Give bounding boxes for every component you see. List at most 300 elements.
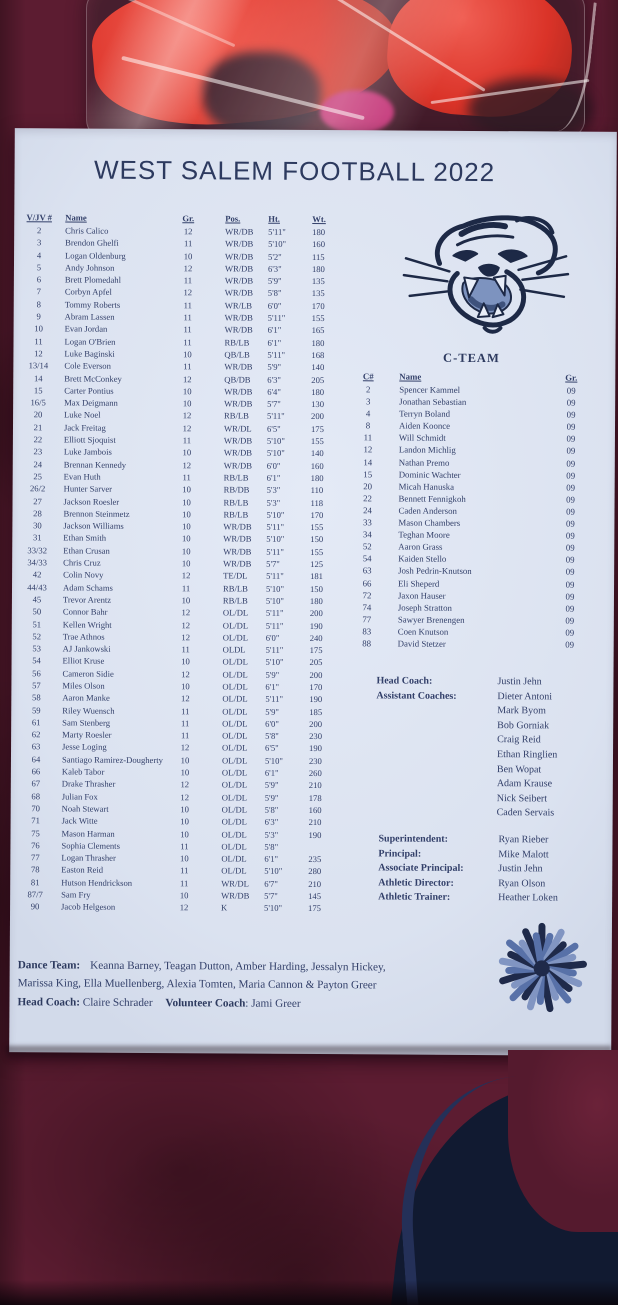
player-grade: 09 <box>565 554 575 565</box>
player-grade: 11 <box>183 361 192 372</box>
player-weight: 170 <box>310 509 324 520</box>
player-grade: 10 <box>182 447 192 458</box>
player-height: 5'8" <box>267 288 282 299</box>
player-number: 14 <box>33 372 43 383</box>
player-name: Jesse Loging <box>62 741 107 753</box>
player-number: 33/32 <box>27 544 48 556</box>
player-weight: 230 <box>309 731 323 742</box>
player-grade: 10 <box>183 349 192 360</box>
player-number: 87/7 <box>27 889 43 900</box>
c-team-title: C-TEAM <box>443 350 500 366</box>
player-height: 5'3" <box>266 484 281 496</box>
player-grade: 12 <box>182 459 192 470</box>
player-name: Santiago Ramirez-Dougherty <box>61 754 163 765</box>
player-name: Joseph Stratton <box>397 602 452 613</box>
player-position: WR/DB <box>223 546 252 557</box>
player-position: K <box>221 902 228 913</box>
player-name: Riley Wuensch <box>62 705 115 716</box>
player-number: 34/33 <box>27 557 47 568</box>
staff-label: Head Coach: <box>376 675 433 687</box>
player-number: 66 <box>31 766 41 777</box>
player-position: OL/DL <box>222 718 248 729</box>
player-grade: 12 <box>180 791 190 802</box>
player-position: RB/LB <box>224 337 250 348</box>
player-grade: 09 <box>566 482 576 493</box>
player-grade: 11 <box>180 730 190 741</box>
dance-volunteer-coach-label: Volunteer Coach <box>165 996 246 1010</box>
player-name: David Stetzer <box>397 638 446 649</box>
player-name: Brett McConkey <box>64 373 122 384</box>
player-grade: 10 <box>182 398 192 409</box>
administration-section <box>378 832 618 906</box>
player-name: Aiden Koonce <box>398 420 451 432</box>
player-name: Kellen Wright <box>62 618 112 630</box>
player-weight: 175 <box>309 645 323 656</box>
player-weight: 180 <box>309 595 323 606</box>
player-grade: 10 <box>181 595 191 606</box>
player-position: WR/DB <box>224 263 254 274</box>
player-height: 6'1" <box>264 767 279 778</box>
player-height: 5'8" <box>264 804 279 815</box>
player-number: 2 <box>366 384 371 395</box>
player-height: 6'1" <box>266 472 281 483</box>
tiger-logo-icon <box>402 211 571 348</box>
player-weight: 180 <box>312 226 326 238</box>
player-name: Sawyer Brenengen <box>397 614 465 625</box>
player-number: 3 <box>36 237 42 248</box>
player-height: 5'3" <box>264 829 279 840</box>
player-position: OL/DL <box>222 681 248 692</box>
player-grade: 09 <box>565 566 575 578</box>
player-name: Will Schmidt <box>398 432 446 444</box>
player-weight: 170 <box>309 681 323 693</box>
player-name: Colin Novy <box>63 569 104 581</box>
player-number: 58 <box>32 692 41 703</box>
player-grade: 12 <box>181 631 191 643</box>
bottom-shadow <box>0 1280 618 1305</box>
player-height: 6'1" <box>265 681 280 692</box>
dance-head-coach-label: Head Coach: <box>17 996 80 1009</box>
player-height: 6'3" <box>267 374 281 385</box>
player-weight: 200 <box>309 608 323 619</box>
player-position: OL/DL <box>221 792 248 803</box>
player-height: 5'11" <box>267 312 286 323</box>
player-number: 72 <box>362 589 372 600</box>
col-header-number: V/JV # <box>26 212 53 223</box>
player-grade: 11 <box>180 865 189 876</box>
player-name: Drake Thrasher <box>61 778 116 790</box>
player-name: Aaron Manke <box>62 692 110 704</box>
player-position: OL/DL <box>221 767 248 778</box>
player-position: WR/DB <box>224 386 253 397</box>
player-height: 5'10" <box>264 866 283 877</box>
player-name: Andy Johnson <box>64 262 115 273</box>
player-weight: 135 <box>311 276 325 287</box>
player-number: 21 <box>33 422 43 433</box>
player-height: 6'3" <box>264 816 279 828</box>
player-weight: 180 <box>310 472 324 483</box>
player-name: Marty Roesler <box>62 729 112 740</box>
player-height: 5'10" <box>266 509 285 520</box>
player-grade: 10 <box>182 521 191 532</box>
admin-row <box>378 890 618 906</box>
player-grade: 12 <box>181 607 191 618</box>
player-grade: 11 <box>183 336 192 347</box>
player-name: Ethan Smith <box>63 532 107 544</box>
player-name: Jackson Roesler <box>63 496 120 507</box>
player-grade: 09 <box>565 591 575 602</box>
player-weight: 160 <box>310 460 324 471</box>
player-height: 5'10" <box>265 657 284 668</box>
player-weight: 230 <box>308 755 322 766</box>
player-height: 5'10" <box>266 534 285 545</box>
player-name: Dominic Wachter <box>398 469 461 480</box>
player-grade: 12 <box>181 668 190 679</box>
player-name: Coen Knutson <box>397 626 449 637</box>
player-name: Chris Calico <box>65 225 109 236</box>
player-name: Kaleb Tabor <box>61 766 105 777</box>
player-weight: 145 <box>308 891 322 902</box>
player-weight: 200 <box>311 411 324 422</box>
player-name: Caden Anderson <box>398 505 457 516</box>
player-grade: 10 <box>182 509 191 520</box>
player-number: 22 <box>363 493 372 504</box>
player-name: Jack Witte <box>61 815 98 826</box>
player-grade: 10 <box>182 496 191 507</box>
player-position: OL/DL <box>221 755 248 766</box>
player-grade: 11 <box>181 718 190 729</box>
player-height: 5'10" <box>264 755 283 766</box>
col-header-grade: Gr. <box>182 213 195 224</box>
admin-name: Mike Malott <box>498 848 549 860</box>
player-height: 5'10" <box>266 435 285 446</box>
player-name: Max Deigmann <box>64 397 118 408</box>
player-name: Mason Chambers <box>398 517 461 528</box>
player-weight: 168 <box>311 349 325 361</box>
player-number: 10 <box>34 323 43 334</box>
roster-sheet <box>9 128 617 1056</box>
player-height: 5'10" <box>268 239 287 250</box>
col-header-name: Name <box>399 371 422 382</box>
player-name: Logan O'Brien <box>64 336 116 347</box>
player-number: 33 <box>362 517 372 528</box>
player-height: 6'4" <box>267 386 281 397</box>
player-name: Brennon Steinmetz <box>63 508 130 519</box>
player-height: 6'5" <box>266 423 281 434</box>
player-number: 70 <box>31 803 41 814</box>
player-position: OL/DL <box>221 779 248 790</box>
player-grade: 10 <box>182 484 191 495</box>
dance-head-coach: Claire Schrader <box>82 996 153 1009</box>
pom-pom-graphic <box>484 921 601 1020</box>
player-height: 5'10" <box>265 583 285 594</box>
col-header-grade: Gr. <box>565 372 578 383</box>
player-number: 57 <box>32 680 41 691</box>
player-position: WR/DB <box>224 398 253 409</box>
player-weight: 155 <box>310 546 324 557</box>
player-weight: 240 <box>309 632 323 643</box>
player-position: OLDL <box>222 644 246 655</box>
admin-row <box>378 847 618 863</box>
player-grade: 09 <box>565 615 575 626</box>
player-weight: 135 <box>311 288 325 299</box>
player-name: Jonathan Sebastian <box>399 396 467 408</box>
player-position: OL/DL <box>222 742 248 754</box>
player-position: WR/DL <box>223 423 252 434</box>
player-grade: 12 <box>182 373 192 384</box>
player-height: 5'11" <box>266 546 284 557</box>
player-position: OL/DL <box>222 632 249 643</box>
player-number: 2 <box>37 225 42 236</box>
player-grade: 11 <box>180 841 189 852</box>
player-number: 3 <box>365 396 371 407</box>
player-position: TE/DL <box>223 570 248 581</box>
player-height: 6'1" <box>267 325 282 336</box>
player-name: Micah Hanuska <box>398 481 455 492</box>
player-name: Brett Plomedahl <box>64 274 122 286</box>
player-name: Luke Noel <box>64 409 101 421</box>
player-position: WR/DB <box>224 324 253 336</box>
player-name: Noah Stewart <box>61 803 109 814</box>
player-height: 5'10" <box>265 595 284 606</box>
player-number: 34 <box>362 529 372 540</box>
player-name: Elliot Kruse <box>62 655 105 667</box>
player-height: 6'3" <box>267 263 282 274</box>
player-weight: 205 <box>311 374 325 385</box>
staff-name: Adam Krause <box>496 778 553 790</box>
player-number: 74 <box>362 601 372 613</box>
player-grade: 12 <box>183 287 193 298</box>
player-height: 5'11" <box>265 644 284 655</box>
player-grade: 11 <box>183 324 192 335</box>
player-grade: 11 <box>183 275 193 286</box>
player-weight: 175 <box>308 903 321 914</box>
player-number: 30 <box>33 520 42 531</box>
player-name: AJ Jankowski <box>62 643 111 654</box>
admin-name: Ryan Rieber <box>498 834 549 846</box>
player-position: OL/DL <box>222 706 248 717</box>
player-grade: 10 <box>179 890 189 901</box>
player-number: 59 <box>31 704 41 715</box>
player-weight: 200 <box>309 669 323 680</box>
player-position: RB/LB <box>223 496 249 508</box>
player-number: 52 <box>32 631 42 642</box>
player-number: 16/5 <box>30 397 46 408</box>
player-name: Nathan Premo <box>398 457 450 468</box>
player-name: Connor Bahr <box>62 606 108 617</box>
player-grade: 11 <box>181 705 190 716</box>
player-name: Adam Schams <box>62 582 113 593</box>
player-grade: 09 <box>565 579 575 590</box>
player-height: 5'11" <box>268 226 286 237</box>
col-header-c-number: C# <box>362 371 374 382</box>
player-grade: 10 <box>180 767 190 778</box>
player-grade: 09 <box>566 470 576 481</box>
player-name: Aaron Grass <box>398 541 443 553</box>
player-position: WR/DB <box>223 447 253 458</box>
player-number: 24 <box>33 458 43 469</box>
player-name: Eli Sheperd <box>398 578 440 589</box>
col-header-position: Pos. <box>225 213 241 224</box>
player-number: 75 <box>31 827 40 838</box>
player-weight: 190 <box>309 743 322 754</box>
player-number: 53 <box>32 643 41 654</box>
player-height: 6'5" <box>265 743 279 754</box>
player-weight: 140 <box>310 448 324 459</box>
player-number: 77 <box>31 852 40 863</box>
player-number: 27 <box>33 495 42 506</box>
player-grade: 09 <box>565 518 575 529</box>
player-height: 5'11" <box>265 693 284 705</box>
player-weight: 190 <box>308 829 322 840</box>
player-number: 4 <box>365 408 371 419</box>
player-number: 42 <box>32 569 42 580</box>
player-weight: 190 <box>309 694 323 705</box>
player-name: Julian Fox <box>61 791 98 802</box>
player-number: 88 <box>362 638 372 649</box>
player-name: Jack Freitag <box>63 422 106 433</box>
staff-name: Mark Byom <box>497 705 546 717</box>
player-number: 8 <box>36 299 41 310</box>
player-grade: 09 <box>566 494 575 505</box>
player-weight: 180 <box>311 386 325 397</box>
player-grade: 09 <box>565 542 575 553</box>
player-grade: 09 <box>565 627 575 638</box>
player-name: Corbyn Apfel <box>64 286 112 298</box>
player-name: Bennett Fennigkoh <box>398 493 466 504</box>
player-weight: 160 <box>308 804 322 816</box>
player-name: Cole Everson <box>64 360 111 372</box>
player-position: RB/LB <box>222 583 248 594</box>
player-position: WR/DB <box>223 521 252 532</box>
player-height: 5'2" <box>268 251 282 262</box>
player-height: 5'11" <box>267 349 286 360</box>
player-position: WR/DB <box>224 287 254 299</box>
player-number: 63 <box>31 741 41 752</box>
player-number: 31 <box>32 532 42 543</box>
player-number: 90 <box>30 901 40 912</box>
admin-name: Justin Jehn <box>498 863 543 875</box>
player-height: 5'10" <box>264 903 283 914</box>
player-position: WR/DL <box>221 878 249 889</box>
player-number: 64 <box>31 754 41 765</box>
admin-label: Principal: <box>378 847 422 860</box>
player-number: 5 <box>36 262 42 273</box>
player-height: 5'11" <box>267 411 285 422</box>
player-name: Sam Fry <box>61 889 91 900</box>
staff-name: Ethan Ringlien <box>496 749 558 761</box>
player-grade: 09 <box>566 421 576 432</box>
player-position: OL/DL <box>221 804 248 815</box>
player-position: WR/DB <box>225 251 254 262</box>
dance-team-label: Dance Team: <box>17 959 81 972</box>
player-name: Landon Michlig <box>398 444 456 456</box>
player-weight: 150 <box>309 583 323 594</box>
player-name: Kaiden Stello <box>398 553 447 565</box>
player-weight: 210 <box>308 817 322 828</box>
player-position: RB/LB <box>223 509 249 520</box>
player-name: Josh Pedrin-Knutson <box>398 565 472 577</box>
player-number: 8 <box>365 420 371 431</box>
player-number: 6 <box>36 274 42 285</box>
player-weight: 140 <box>311 362 325 373</box>
player-height: 5'9" <box>265 706 279 717</box>
player-grade: 09 <box>566 433 576 444</box>
player-number: 77 <box>362 614 372 625</box>
player-position: OL/DL <box>221 853 247 864</box>
player-position: WR/DB <box>224 312 253 323</box>
player-grade: 10 <box>180 853 189 864</box>
player-position: WR/DB <box>225 238 254 249</box>
player-weight: 180 <box>311 263 325 274</box>
player-height: 5'8" <box>264 841 279 852</box>
player-number: 63 <box>362 565 372 576</box>
player-position: WR/DB <box>223 533 252 545</box>
player-name: Cameron Sidie <box>62 668 114 679</box>
player-height: 5'7" <box>266 558 280 569</box>
player-height: 5'11" <box>266 571 284 582</box>
player-name: Trevor Arentz <box>62 594 112 605</box>
player-name: Elliott Sjoquist <box>63 434 116 445</box>
player-name: Evan Jordan <box>64 323 108 335</box>
player-number: 24 <box>363 505 372 516</box>
player-grade: 10 <box>181 545 191 556</box>
player-number: 54 <box>32 655 41 666</box>
player-name: Tommy Roberts <box>64 299 121 310</box>
player-weight: 155 <box>310 522 324 533</box>
player-position: OL/DL <box>222 607 249 618</box>
player-number: 11 <box>363 432 373 443</box>
player-height: 5'9" <box>267 361 282 373</box>
roster-row <box>16 902 346 916</box>
col-header-name: Name <box>65 212 87 223</box>
dance-members: Keanna Barney, Teagan Dutton, Amber Harding, Jessalyn Hickey, <box>90 959 386 974</box>
player-name: Hutson Hendrickson <box>61 877 133 888</box>
player-height: 5'9" <box>264 780 279 791</box>
player-position: RB/DB <box>223 484 250 495</box>
player-name: Mason Harman <box>61 828 115 839</box>
player-number: 15 <box>363 468 373 480</box>
player-height: 5'3" <box>266 497 281 508</box>
player-position: WR/DB <box>225 226 254 237</box>
player-number: 22 <box>33 434 43 445</box>
c-team-section <box>352 350 590 651</box>
player-name: Trae Athnos <box>62 631 105 642</box>
player-position: OL/DL <box>222 693 248 704</box>
player-height: 6'7" <box>264 878 278 889</box>
col-header-height: Ht. <box>268 213 281 224</box>
staff-name: Ben Wopat <box>496 763 542 775</box>
player-weight: 155 <box>310 436 324 447</box>
player-weight: 210 <box>308 878 322 889</box>
player-grade: 12 <box>180 779 190 790</box>
player-weight: 150 <box>310 534 324 545</box>
player-number: 7 <box>36 286 41 297</box>
player-grade: 11 <box>183 238 193 249</box>
player-name: Logan Thrasher <box>61 852 116 863</box>
col-header-weight: Wt. <box>312 213 326 225</box>
player-number: 14 <box>363 456 373 467</box>
player-weight: 260 <box>308 768 322 779</box>
player-position: WR/LB <box>224 300 252 311</box>
player-grade: 09 <box>566 506 575 517</box>
player-position: OL/DL <box>222 656 248 667</box>
player-position: QB/DB <box>224 374 251 385</box>
player-grade: 10 <box>181 681 190 692</box>
player-height: 5'10" <box>266 448 285 459</box>
player-number: 28 <box>33 508 42 519</box>
player-grade: 10 <box>181 656 190 667</box>
